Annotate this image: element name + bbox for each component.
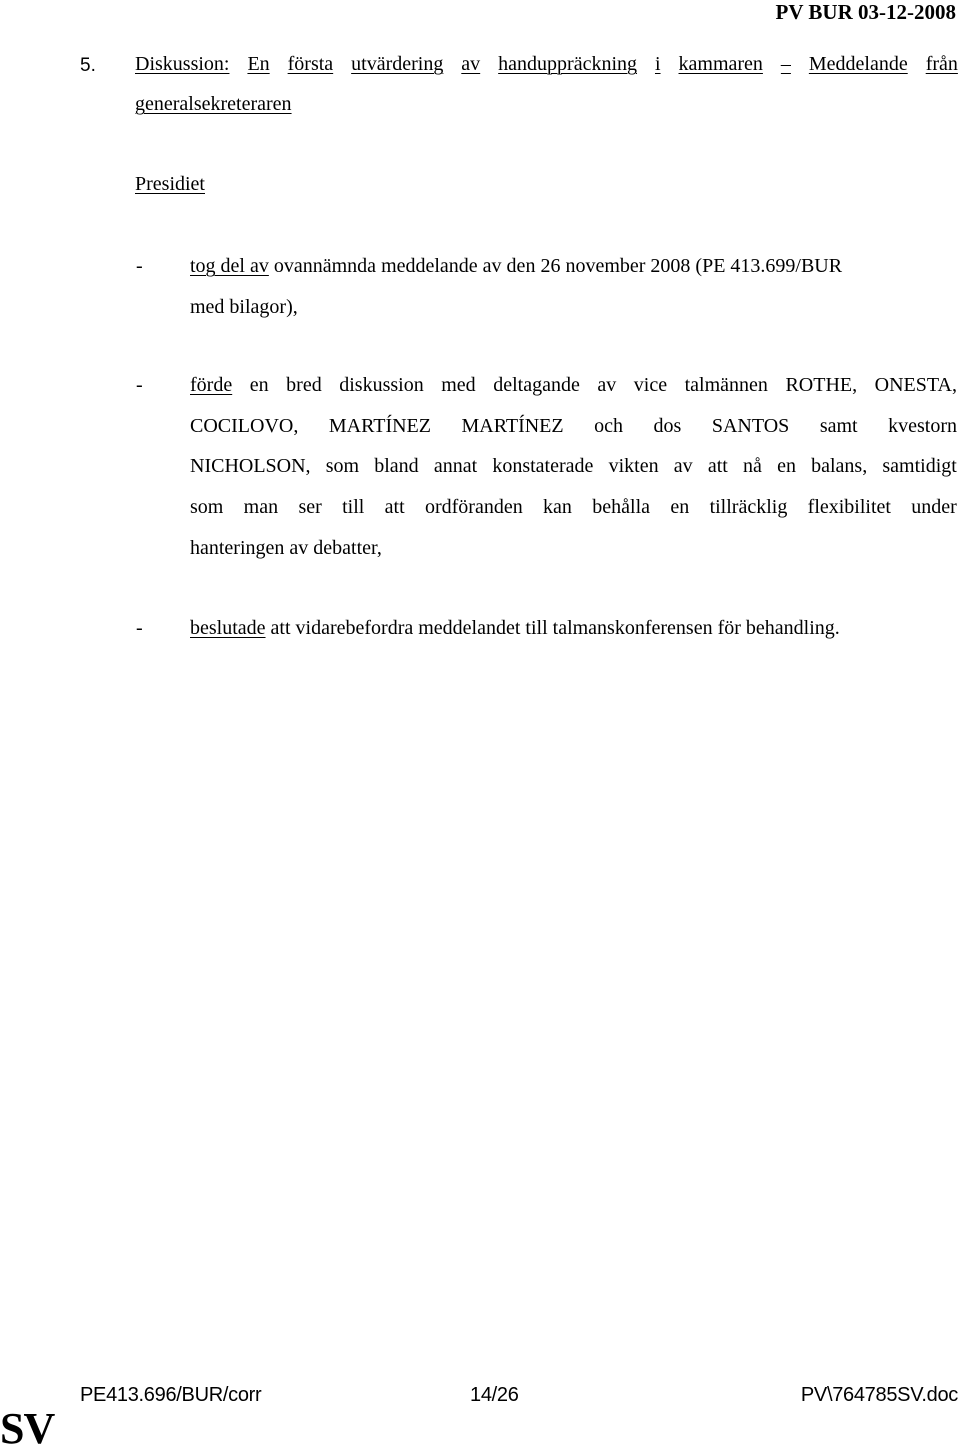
word: att — [384, 496, 405, 518]
word: av — [597, 374, 617, 396]
decision-1-line-2: med bilagor), — [190, 296, 298, 318]
word: av — [673, 455, 693, 477]
word: med — [441, 374, 476, 396]
word: en — [777, 455, 796, 477]
word: första — [287, 53, 334, 75]
decision-1-line-1-rest: ovannämnda meddelande av den 26 november 2008 (PE 413.699/BUR — [268, 255, 843, 277]
word: dos — [653, 415, 682, 437]
word: under — [911, 496, 957, 518]
body-name: Presidiet — [135, 173, 205, 195]
decision-3-dash: - — [136, 617, 143, 639]
decision-1-line-1 — [190, 254, 842, 278]
word: kvestorn — [888, 415, 957, 437]
word: kan — [543, 496, 572, 518]
word: deltagande — [493, 374, 580, 396]
word: en — [670, 496, 690, 518]
word: MARTÍNEZ — [328, 415, 431, 437]
decision-2-line-5: hanteringen av debatter, — [190, 537, 382, 559]
header-reference: PV BUR 03-12-2008 — [775, 0, 956, 24]
decision-2-verb: förde — [190, 374, 233, 396]
word: handuppräckning — [498, 53, 638, 75]
word: Diskussion: — [135, 53, 230, 75]
footer-language-code: SV — [0, 1404, 55, 1453]
word: annat — [433, 455, 478, 477]
word: bred — [286, 374, 322, 396]
word: vikten — [608, 455, 659, 477]
word: att — [707, 455, 728, 477]
word: Meddelande — [808, 53, 908, 75]
word: till — [342, 496, 365, 518]
word: bland — [374, 455, 419, 477]
decision-2-dash: - — [136, 374, 143, 396]
word: MARTÍNEZ — [461, 415, 564, 437]
footer-file-name: PV\764785SV.doc — [800, 1384, 958, 1406]
item-title-line-2: generalsekreteraren — [135, 93, 292, 115]
word: i — [654, 53, 661, 75]
word: SANTOS — [711, 415, 790, 437]
word: av — [461, 53, 481, 75]
word: ROTHE, — [785, 374, 858, 396]
word: nå — [743, 455, 762, 477]
word: man — [243, 496, 279, 518]
word: tillräcklig — [709, 496, 788, 518]
word: balans, — [811, 455, 868, 477]
word: COCILOVO, — [190, 415, 299, 437]
decision-3-verb: beslutade — [190, 617, 266, 639]
decision-3-line-1-rest: att vidarebefordra meddelandet till talmanskonferensen för behandling. — [265, 617, 840, 639]
word: talmännen — [684, 374, 768, 396]
word: ONESTA, — [874, 374, 957, 396]
decision-2-line-2 — [190, 414, 957, 438]
decision-2-line-4 — [190, 495, 957, 519]
word: som — [325, 455, 360, 477]
decision-2-line-3 — [190, 454, 957, 478]
word: och — [594, 415, 624, 437]
footer-document-ref: PE413.696/BUR/corr — [80, 1384, 262, 1406]
word: – — [780, 53, 791, 75]
item-title-line-1 — [135, 52, 958, 76]
word: En — [247, 53, 270, 75]
word: som — [190, 496, 224, 518]
decision-3-line-1 — [190, 616, 840, 640]
word: konstaterade — [492, 455, 594, 477]
word: diskussion — [339, 374, 424, 396]
word: från — [925, 53, 958, 75]
decision-2-line-1 — [190, 373, 957, 397]
word: en — [249, 374, 269, 396]
item-number: 5. — [80, 55, 96, 76]
decision-1-dash: - — [136, 255, 143, 277]
word: flexibilitet — [807, 496, 891, 518]
decision-1-verb: tog del av — [190, 255, 269, 277]
word: kammaren — [678, 53, 763, 75]
word: ser — [298, 496, 322, 518]
word: ordföranden — [424, 496, 523, 518]
word: NICHOLSON, — [190, 455, 311, 477]
word: utvärdering — [351, 53, 444, 75]
word: vice — [633, 374, 668, 396]
footer-page-number: 14/26 — [470, 1384, 519, 1406]
word: behålla — [592, 496, 651, 518]
word: samt — [819, 415, 858, 437]
word: samtidigt — [882, 455, 957, 477]
